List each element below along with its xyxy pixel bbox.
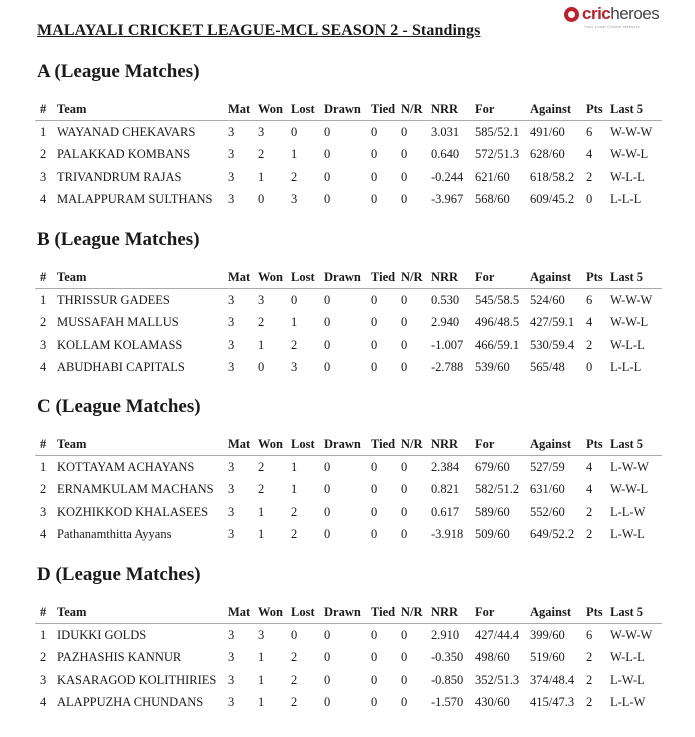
table-row: [0, 695, 695, 713]
cell-num: 2: [40, 650, 47, 665]
column-header-nr: N/R: [401, 270, 423, 284]
cell-tied: 0: [371, 527, 378, 542]
column-header-nrr: NRR: [431, 102, 459, 116]
column-header-won: Won: [258, 605, 284, 619]
column-header-nrr: NRR: [431, 605, 459, 619]
column-header-tied: Tied: [371, 437, 396, 451]
cell-team: WAYANAD CHEKAVARS: [57, 125, 196, 139]
cell-nrr: 3.031: [431, 125, 460, 139]
cell-won: 3: [258, 125, 265, 139]
logo-tagline: Your Local Cricket Network: [584, 24, 640, 29]
column-header-against: Against: [530, 605, 571, 619]
cell-for: 430/60: [475, 695, 510, 710]
cell-for: 352/51.3: [475, 672, 520, 687]
cell-against: 524/60: [530, 293, 565, 307]
table-row: [0, 673, 695, 691]
cell-nrr: 0.640: [431, 147, 460, 162]
logo-brand: cricheroes: [582, 4, 660, 23]
cell-num: 3: [40, 169, 47, 184]
cell-for: 427/44.4: [475, 628, 520, 642]
cell-mat: 3: [228, 360, 235, 375]
cell-last5: W-W-W: [610, 293, 653, 307]
cell-nrr: 0.617: [431, 504, 460, 519]
column-header-nr: N/R: [401, 605, 423, 619]
cell-nrr: 2.384: [431, 460, 460, 474]
column-header-against: Against: [530, 270, 571, 284]
cell-team: ABUDHABI CAPITALS: [57, 360, 185, 375]
cell-tied: 0: [371, 460, 378, 474]
cell-mat: 3: [228, 192, 235, 207]
cell-lost: 2: [291, 504, 298, 519]
table-row: [0, 293, 695, 311]
cell-lost: 2: [291, 650, 298, 665]
cell-drawn: 0: [324, 628, 331, 642]
cell-last5: W-W-L: [610, 315, 649, 330]
table-row: [0, 360, 695, 378]
cell-num: 4: [40, 695, 47, 710]
cell-num: 3: [40, 337, 47, 352]
cell-against: 530/59.4: [530, 337, 575, 352]
cell-team: MALAPPURAM SULTHANS: [57, 192, 213, 207]
column-header-against: Against: [530, 102, 571, 116]
column-header-tied: Tied: [371, 605, 396, 619]
cell-against: 618/58.2: [530, 169, 575, 184]
cell-drawn: 0: [324, 650, 331, 665]
cell-tied: 0: [371, 147, 378, 162]
cell-mat: 3: [228, 169, 235, 184]
column-header-lost: Lost: [291, 102, 315, 116]
cell-won: 1: [258, 695, 265, 710]
cell-against: 649/52.2: [530, 527, 575, 542]
column-header-won: Won: [258, 102, 284, 116]
cell-num: 1: [40, 125, 47, 139]
cell-nr: 0: [401, 169, 408, 184]
cell-won: 1: [258, 504, 265, 519]
cell-against: 491/60: [530, 125, 565, 139]
table-row: [0, 192, 695, 210]
cell-drawn: 0: [324, 293, 331, 307]
cell-team: THRISSUR GADEES: [57, 293, 170, 307]
table-header: [0, 437, 695, 455]
cell-pts: 2: [586, 504, 593, 519]
cell-pts: 2: [586, 672, 593, 687]
cell-won: 3: [258, 293, 265, 307]
cell-tied: 0: [371, 482, 378, 497]
cell-lost: 3: [291, 360, 298, 375]
cell-last5: L-L-W: [610, 504, 646, 519]
cell-lost: 2: [291, 672, 298, 687]
cell-mat: 3: [228, 315, 235, 330]
cell-team: KOZHIKKOD KHALASEES: [57, 504, 209, 519]
column-header-num: #: [40, 437, 47, 451]
cell-lost: 1: [291, 315, 298, 330]
cell-pts: 2: [586, 169, 593, 184]
cell-nrr: -0.350: [431, 650, 464, 665]
cell-nr: 0: [401, 460, 408, 474]
cell-mat: 3: [228, 695, 235, 710]
cell-pts: 6: [586, 125, 593, 139]
cell-last5: L-W-L: [610, 527, 645, 542]
cell-against: 631/60: [530, 482, 565, 497]
table-row: [0, 125, 695, 143]
cell-last5: W-W-W: [610, 628, 653, 642]
column-header-drawn: Drawn: [324, 102, 361, 116]
cell-nrr: -2.788: [431, 360, 464, 375]
cell-nr: 0: [401, 125, 408, 139]
cell-nr: 0: [401, 695, 408, 710]
cell-nrr: -3.967: [431, 192, 464, 207]
cell-last5: L-W-L: [610, 672, 645, 687]
table-row: [0, 460, 695, 478]
group-heading: C (League Matches): [37, 396, 201, 417]
cell-num: 3: [40, 504, 47, 519]
cell-won: 1: [258, 672, 265, 687]
cell-last5: W-W-L: [610, 147, 649, 162]
header-divider: [35, 623, 662, 624]
cell-won: 1: [258, 527, 265, 542]
cell-against: 552/60: [530, 504, 565, 519]
column-header-num: #: [40, 605, 47, 619]
cell-tied: 0: [371, 695, 378, 710]
cell-pts: 4: [586, 460, 593, 474]
column-header-mat: Mat: [228, 437, 251, 451]
column-header-mat: Mat: [228, 605, 251, 619]
cell-mat: 3: [228, 460, 235, 474]
cell-tied: 0: [371, 192, 378, 207]
table-row: [0, 527, 695, 545]
column-header-drawn: Drawn: [324, 270, 361, 284]
cell-num: 2: [40, 482, 47, 497]
cell-against: 628/60: [530, 147, 565, 162]
column-header-last5: Last 5: [610, 605, 643, 619]
column-header-won: Won: [258, 270, 284, 284]
cell-lost: 2: [291, 169, 298, 184]
column-header-last5: Last 5: [610, 437, 643, 451]
table-row: [0, 315, 695, 333]
table-header: [0, 102, 695, 120]
cell-for: 568/60: [475, 192, 510, 207]
cell-against: 399/60: [530, 628, 565, 642]
cell-mat: 3: [228, 504, 235, 519]
cell-nr: 0: [401, 315, 408, 330]
cell-drawn: 0: [324, 147, 331, 162]
cell-won: 2: [258, 460, 265, 474]
cell-nr: 0: [401, 504, 408, 519]
cell-lost: 2: [291, 695, 298, 710]
cell-num: 2: [40, 147, 47, 162]
table-row: [0, 482, 695, 500]
column-header-pts: Pts: [586, 102, 603, 116]
cell-mat: 3: [228, 628, 235, 642]
cell-tied: 0: [371, 315, 378, 330]
cell-lost: 1: [291, 460, 298, 474]
cell-won: 1: [258, 650, 265, 665]
column-header-tied: Tied: [371, 102, 396, 116]
page-title: MALAYALI CRICKET LEAGUE-MCL SEASON 2 - Standings: [37, 22, 481, 39]
cell-won: 0: [258, 192, 265, 207]
cell-drawn: 0: [324, 360, 331, 375]
column-header-for: For: [475, 102, 495, 116]
group-heading: D (League Matches): [37, 564, 201, 585]
cell-mat: 3: [228, 527, 235, 542]
column-header-for: For: [475, 605, 495, 619]
cell-nrr: -0.244: [431, 169, 464, 184]
cell-team: ERNAMKULAM MACHANS: [57, 482, 214, 497]
cell-tied: 0: [371, 293, 378, 307]
cell-lost: 3: [291, 192, 298, 207]
cell-drawn: 0: [324, 125, 331, 139]
cell-against: 427/59.1: [530, 315, 575, 330]
cell-lost: 0: [291, 628, 298, 642]
cell-last5: W-W-W: [610, 125, 653, 139]
cell-pts: 4: [586, 147, 593, 162]
cell-nrr: -3.918: [431, 527, 464, 542]
cell-nrr: -1.007: [431, 337, 464, 352]
cell-nrr: 0.821: [431, 482, 460, 497]
cell-against: 565/48: [530, 360, 565, 375]
cell-team: Pathanamthitta Ayyans: [57, 527, 172, 542]
cell-for: 498/60: [475, 650, 510, 665]
cell-drawn: 0: [324, 695, 331, 710]
cell-for: 466/59.1: [475, 337, 520, 352]
cell-for: 496/48.5: [475, 315, 520, 330]
cell-lost: 0: [291, 125, 298, 139]
cell-mat: 3: [228, 125, 235, 139]
cell-drawn: 0: [324, 315, 331, 330]
cell-for: 539/60: [475, 360, 510, 375]
column-header-nrr: NRR: [431, 270, 459, 284]
cell-tied: 0: [371, 650, 378, 665]
cell-tied: 0: [371, 360, 378, 375]
cell-mat: 3: [228, 482, 235, 497]
group-heading: A (League Matches): [37, 61, 200, 82]
column-header-team: Team: [57, 605, 87, 619]
cell-num: 1: [40, 460, 47, 474]
cell-nrr: -0.850: [431, 672, 464, 687]
cell-team: TRIVANDRUM RAJAS: [57, 169, 182, 184]
cell-last5: W-L-L: [610, 337, 645, 352]
cell-against: 415/47.3: [530, 695, 575, 710]
cell-nrr: 2.940: [431, 315, 460, 330]
cell-for: 679/60: [475, 460, 510, 474]
cell-pts: 0: [586, 192, 593, 207]
cell-against: 374/48.4: [530, 672, 575, 687]
cell-team: PALAKKAD KOMBANS: [57, 147, 191, 162]
cell-team: KOLLAM KOLAMASS: [57, 337, 183, 352]
group-heading: B (League Matches): [37, 229, 200, 250]
cell-nrr: 0.530: [431, 293, 460, 307]
cell-for: 589/60: [475, 504, 510, 519]
cell-team: ALAPPUZHA CHUNDANS: [57, 695, 204, 710]
cell-nrr: 2.910: [431, 628, 460, 642]
cell-drawn: 0: [324, 504, 331, 519]
cell-won: 2: [258, 482, 265, 497]
column-header-team: Team: [57, 102, 87, 116]
cell-nr: 0: [401, 360, 408, 375]
cell-against: 609/45.2: [530, 192, 575, 207]
cell-num: 4: [40, 527, 47, 542]
cell-num: 1: [40, 293, 47, 307]
cell-mat: 3: [228, 293, 235, 307]
cell-num: 3: [40, 672, 47, 687]
cell-mat: 3: [228, 672, 235, 687]
column-header-won: Won: [258, 437, 284, 451]
cell-nr: 0: [401, 293, 408, 307]
cell-won: 0: [258, 360, 265, 375]
column-header-for: For: [475, 270, 495, 284]
cell-team: IDUKKI GOLDS: [57, 628, 147, 642]
cell-nr: 0: [401, 628, 408, 642]
cell-nr: 0: [401, 192, 408, 207]
column-header-nr: N/R: [401, 102, 423, 116]
cell-last5: W-W-L: [610, 482, 649, 497]
column-header-mat: Mat: [228, 270, 251, 284]
cell-mat: 3: [228, 337, 235, 352]
cell-team: KASARAGOD KOLITHIRIES: [57, 672, 217, 687]
cell-mat: 3: [228, 650, 235, 665]
cell-tied: 0: [371, 169, 378, 184]
cell-for: 621/60: [475, 169, 510, 184]
cell-mat: 3: [228, 147, 235, 162]
cell-last5: L-L-L: [610, 192, 642, 207]
cell-last5: W-L-L: [610, 650, 645, 665]
cell-pts: 6: [586, 293, 593, 307]
column-header-for: For: [475, 437, 495, 451]
cell-for: 585/52.1: [475, 125, 520, 139]
cell-drawn: 0: [324, 482, 331, 497]
cell-nr: 0: [401, 337, 408, 352]
column-header-team: Team: [57, 270, 87, 284]
cell-num: 4: [40, 192, 47, 207]
cell-won: 3: [258, 628, 265, 642]
cell-lost: 2: [291, 337, 298, 352]
column-header-num: #: [40, 270, 47, 284]
cell-pts: 4: [586, 482, 593, 497]
cell-pts: 2: [586, 695, 593, 710]
table-row: [0, 505, 695, 523]
cell-nr: 0: [401, 147, 408, 162]
table-header: [0, 270, 695, 288]
cell-for: 545/58.5: [475, 293, 520, 307]
column-header-num: #: [40, 102, 47, 116]
cell-won: 1: [258, 169, 265, 184]
cell-drawn: 0: [324, 672, 331, 687]
column-header-team: Team: [57, 437, 87, 451]
column-header-nr: N/R: [401, 437, 423, 451]
cell-last5: L-W-W: [610, 460, 649, 474]
column-header-tied: Tied: [371, 270, 396, 284]
table-row: [0, 650, 695, 668]
column-header-lost: Lost: [291, 270, 315, 284]
cell-against: 519/60: [530, 650, 565, 665]
table-header: [0, 605, 695, 623]
column-header-pts: Pts: [586, 605, 603, 619]
cell-nr: 0: [401, 672, 408, 687]
cell-pts: 6: [586, 628, 593, 642]
cell-for: 582/51.2: [475, 482, 520, 497]
cell-won: 1: [258, 337, 265, 352]
column-header-drawn: Drawn: [324, 605, 361, 619]
cell-team: PAZHASHIS KANNUR: [57, 650, 182, 665]
cell-pts: 2: [586, 337, 593, 352]
logo-mark-icon: [564, 7, 579, 22]
cell-drawn: 0: [324, 527, 331, 542]
table-row: [0, 338, 695, 356]
column-header-mat: Mat: [228, 102, 251, 116]
cell-won: 2: [258, 147, 265, 162]
column-header-pts: Pts: [586, 437, 603, 451]
cell-tied: 0: [371, 504, 378, 519]
cell-for: 509/60: [475, 527, 510, 542]
cell-tied: 0: [371, 125, 378, 139]
cell-drawn: 0: [324, 192, 331, 207]
cell-tied: 0: [371, 337, 378, 352]
cell-nr: 0: [401, 527, 408, 542]
cell-last5: L-L-L: [610, 360, 642, 375]
cell-last5: W-L-L: [610, 169, 645, 184]
cell-tied: 0: [371, 628, 378, 642]
cell-against: 527/59: [530, 460, 565, 474]
cell-lost: 2: [291, 527, 298, 542]
cricheroes-logo: [564, 6, 689, 34]
header-divider: [35, 455, 662, 456]
cell-pts: 4: [586, 315, 593, 330]
table-row: [0, 628, 695, 646]
header-divider: [35, 120, 662, 121]
column-header-lost: Lost: [291, 437, 315, 451]
column-header-last5: Last 5: [610, 102, 643, 116]
cell-team: MUSSAFAH MALLUS: [57, 315, 179, 330]
cell-won: 2: [258, 315, 265, 330]
header-divider: [35, 288, 662, 289]
cell-lost: 1: [291, 482, 298, 497]
cell-num: 1: [40, 628, 47, 642]
cell-num: 2: [40, 315, 47, 330]
cell-nr: 0: [401, 482, 408, 497]
cell-drawn: 0: [324, 169, 331, 184]
column-header-lost: Lost: [291, 605, 315, 619]
cell-drawn: 0: [324, 460, 331, 474]
column-header-against: Against: [530, 437, 571, 451]
column-header-nrr: NRR: [431, 437, 459, 451]
cell-for: 572/51.3: [475, 147, 520, 162]
table-row: [0, 170, 695, 188]
cell-num: 4: [40, 360, 47, 375]
column-header-pts: Pts: [586, 270, 603, 284]
cell-team: KOTTAYAM ACHAYANS: [57, 460, 195, 474]
column-header-drawn: Drawn: [324, 437, 361, 451]
table-row: [0, 147, 695, 165]
cell-nr: 0: [401, 650, 408, 665]
cell-pts: 2: [586, 527, 593, 542]
cell-nrr: -1.570: [431, 695, 464, 710]
cell-last5: L-L-W: [610, 695, 646, 710]
cell-tied: 0: [371, 672, 378, 687]
column-header-last5: Last 5: [610, 270, 643, 284]
cell-pts: 2: [586, 650, 593, 665]
cell-lost: 1: [291, 147, 298, 162]
cell-pts: 0: [586, 360, 593, 375]
cell-lost: 0: [291, 293, 298, 307]
cell-drawn: 0: [324, 337, 331, 352]
